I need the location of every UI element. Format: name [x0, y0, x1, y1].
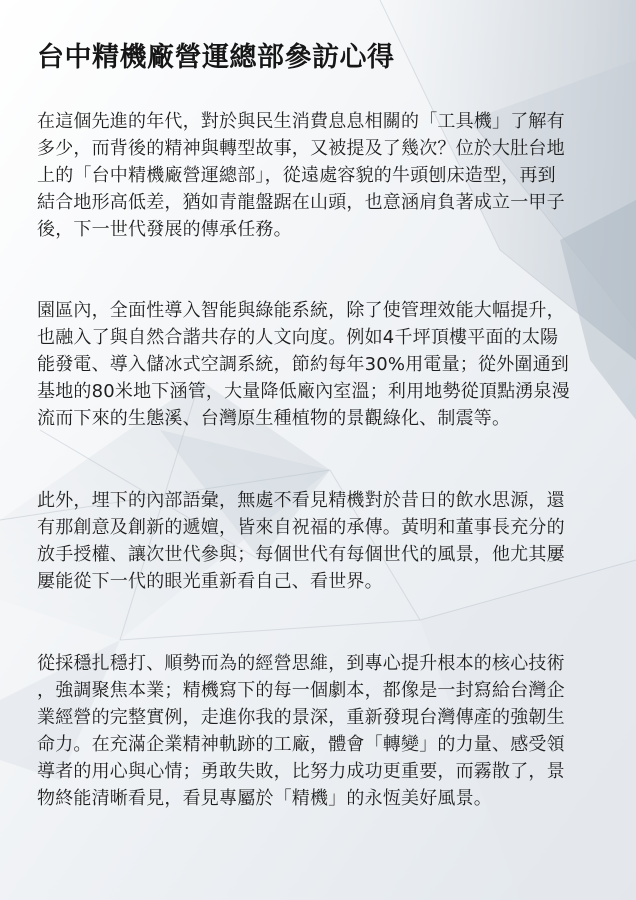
paragraph-line: 放手授權、讓次世代參與；每個世代有每個世代的風景，他尤其屢 [37, 544, 565, 565]
page-title: 台中精機廠營運總部參訪心得 [37, 42, 395, 73]
paragraph-line: 有那創意及創新的遞嬗，皆來自祝福的承傳。黃明和董事長充分的 [37, 517, 565, 538]
paragraph-line: 屢能從下一代的眼光重新看自己、看世界。 [37, 571, 383, 592]
paragraph-2 [37, 297, 605, 432]
paragraph-line: 導者的用心與心情；勇敢失敗，比努力成功更重要，而霧散了，景 [37, 761, 565, 782]
paragraph-line: 結合地形高低差，猶如青龍盤踞在山頭，也意涵肩負著成立一甲子 [37, 192, 565, 213]
paragraph-line: 後，下一世代發展的傳承任務。 [37, 219, 292, 240]
paragraph-line: 園區內，全面性導入智能與綠能系統，除了使管理效能大幅提升， [37, 300, 565, 321]
paragraph-3 [37, 487, 605, 595]
paragraph-line: 在這個先進的年代，對於與民生消費息息相關的「工具機」了解有 [37, 111, 565, 132]
paragraph-line: 流而下來的生態溪、台灣原生種植物的景觀綠化、制震等。 [37, 408, 511, 429]
paragraph-line: 物終能清晰看見，看見專屬於「精機」的永恆美好風景。 [37, 788, 492, 809]
paragraph-4 [37, 650, 605, 812]
paragraph-line: ，強調聚焦本業；精機寫下的每一個劇本，都像是一封寫給台灣企 [37, 680, 565, 701]
paragraph-1 [37, 108, 605, 243]
paragraph-line: 多少，而背後的精神與轉型故事，又被提及了幾次？位於大肚台地 [37, 138, 565, 159]
paragraph-line: 基地的80米地下涵管，大量降低廠內室溫；利用地勢從頂點湧泉漫 [37, 381, 570, 402]
paragraph-line: 能發電、導入儲冰式空調系統，節約每年30%用電量；從外圍通到 [37, 354, 570, 375]
paragraph-line: 上的「台中精機廠營運總部」，從遠處容貌的牛頭刨床造型，再到 [37, 165, 556, 186]
paragraph-line: 此外，埋下的內部語彙，無處不看見精機對於昔日的飲水思源，還 [37, 490, 565, 511]
paragraph-line: 業經營的完整實例，走進你我的景深，重新發現台灣傳產的強韌生 [37, 707, 565, 728]
paragraph-line: 也融入了與自然合諧共存的人文向度。例如4千坪頂樓平面的太陽 [37, 327, 559, 348]
paragraph-line: 命力。在充滿企業精神軌跡的工廠，體會「轉變」的力量、感受領 [37, 734, 565, 755]
paragraph-line: 從採穩扎穩打、順勢而為的經營思維，到專心提升根本的核心技術 [37, 653, 565, 674]
